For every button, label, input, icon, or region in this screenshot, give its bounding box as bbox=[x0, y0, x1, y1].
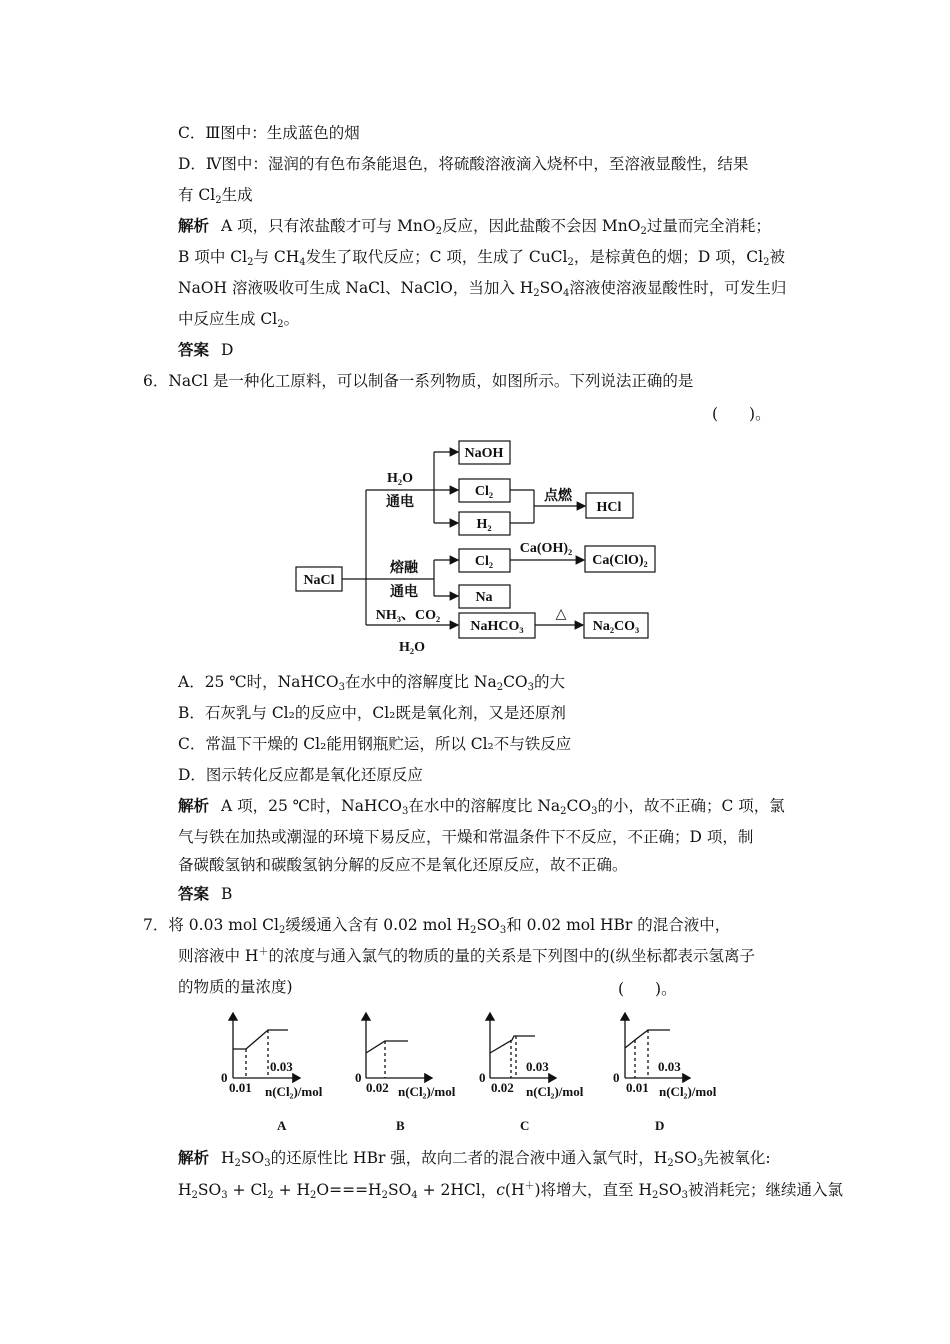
q7-stem-line1: 7．将 0.03 mol $Cl_2$缓缓通入含有 0.02 mol $H_2SO_3$和 0.02 mol HBr 的混合液中， bbox=[143, 916, 731, 936]
graph-d-tick1: 0.01 bbox=[626, 1080, 649, 1095]
q5-option-d-line1: D．Ⅳ图中：湿润的有色布条能退色，将硫酸溶液滴入烧杯中，至溶液显酸性，结果 bbox=[178, 155, 749, 173]
cl2-text: Cl₂ bbox=[474, 484, 494, 499]
graph-c-tick1: 0.02 bbox=[491, 1080, 514, 1095]
graph-b-tick1: 0.02 bbox=[366, 1080, 389, 1095]
caclo2-text: Ca(ClO)₂ bbox=[592, 553, 648, 568]
nh3co2-label: NH₃、CO₂ bbox=[375, 608, 441, 623]
answer-label: 答案 bbox=[178, 340, 210, 359]
naoh-text: NaOH bbox=[464, 446, 504, 461]
q6-stem: 6．NaCl 是一种化工原料，可以制备一系列物质，如图所示。下列说法正确的是 bbox=[143, 372, 694, 390]
q7-stem-line3: 的物质的量浓度) bbox=[178, 978, 293, 996]
analysis-label: 解析 bbox=[178, 216, 210, 235]
q7-answer-paren: ( )。 bbox=[618, 980, 677, 998]
answer-value: B bbox=[221, 885, 233, 903]
graph-b-curve bbox=[366, 1041, 408, 1053]
h2o-top-label: H₂O bbox=[387, 471, 413, 486]
graph-d-tick2: 0.03 bbox=[658, 1059, 681, 1074]
rongrong-label: 熔融 bbox=[390, 561, 418, 576]
q5-analysis-line3: NaOH 溶液吸收可生成 NaCl、NaClO，当加入 $H_2SO_4$溶液使溶液显酸性时，可发生归 bbox=[178, 279, 787, 299]
q6-option-a: A．25 ℃时，NaHCO$_3$在水中的溶解度比 $Na_2CO_3$的大 bbox=[178, 673, 566, 693]
h2-text: H₂ bbox=[476, 517, 492, 532]
analysis-label: 解析 bbox=[178, 1148, 210, 1167]
q7-analysis-line2: $H_2SO_3 + Cl_2 + H_2O===H_2SO_4 + 2HCl$，c(H＋)将增大，直至 $H_2SO_3$被消耗完；继续通入氯 bbox=[178, 1181, 844, 1201]
graph-a-label: A bbox=[277, 1118, 287, 1133]
q7-analysis-line1: 解析 $H_2SO_3$的还原性比 HBr 强，故向二者的混合液中通入氯气时，$H_2SO_3$先被氧化: bbox=[178, 1148, 771, 1169]
q6-option-c: C．常温下干燥的 Cl₂能用钢瓶贮运，所以 Cl₂不与铁反应 bbox=[178, 735, 572, 753]
q6-option-d: D．图示转化反应都是氧化还原反应 bbox=[178, 766, 423, 784]
graph-c-xlabel: n(Cl₂)/mol bbox=[526, 1084, 584, 1099]
q5-option-d-line2: 有 $Cl_2$生成 bbox=[178, 186, 253, 206]
q7-stem-line2: 则溶液中 H＋的浓度与通入氯气的物质的量的关系是下列图中的(纵坐标都表示氢离子 bbox=[178, 947, 756, 965]
graph-c-origin: 0 bbox=[479, 1070, 486, 1085]
graph-d-origin: 0 bbox=[613, 1070, 620, 1085]
q6-answer bbox=[178, 884, 232, 904]
graph-a-origin: 0 bbox=[221, 1070, 228, 1085]
q5-analysis-line1: 解析 A 项，只有浓盐酸才可与 MnO$_2$反应，因此盐酸不会因 MnO$_2$过量而完全消耗； bbox=[178, 216, 771, 237]
graph-c-curve bbox=[490, 1036, 535, 1053]
graph-b bbox=[366, 1013, 432, 1078]
q5-analysis-line2: B 项中 $Cl_2$与 $CH_4$发生了取代反应；C 项，生成了 CuCl$_2$，是棕黄色的烟；D 项，$Cl_2$被 bbox=[178, 248, 785, 268]
answer-value: D bbox=[221, 341, 234, 359]
graph-a-curve bbox=[233, 1030, 288, 1049]
answer-label: 答案 bbox=[178, 884, 210, 903]
q6-option-b: B．石灰乳与 Cl₂的反应中，Cl₂既是氧化剂，又是还原剂 bbox=[178, 704, 566, 722]
h2o-bottom-label: H₂O bbox=[399, 640, 425, 655]
dianran-label: 点燃 bbox=[544, 489, 572, 504]
q6-analysis-line3: 备碳酸氢钠和碳酸氢钠分解的反应不是氧化还原反应，故不正确。 bbox=[178, 856, 628, 874]
graph-b-xlabel: n(Cl₂)/mol bbox=[398, 1084, 456, 1099]
graph-c-label: C bbox=[520, 1118, 530, 1133]
graph-a-tick2: 0.03 bbox=[270, 1059, 293, 1074]
analysis-label: 解析 bbox=[178, 796, 210, 815]
graph-b-origin: 0 bbox=[355, 1070, 362, 1085]
q6-analysis-line1: 解析 A 项，25 ℃时，NaHCO$_3$在水中的溶解度比 $Na_2CO_3$的小，故不正确；C 项，氯 bbox=[178, 796, 785, 817]
na-text: Na bbox=[475, 590, 493, 605]
q5-analysis-line4: 中反应生成 $Cl_2$。 bbox=[178, 310, 300, 330]
cl2-text-2: Cl₂ bbox=[474, 554, 494, 569]
graph-d-label: D bbox=[655, 1118, 665, 1133]
hcl-text: HCl bbox=[596, 500, 622, 515]
nacl-flow-diagram bbox=[0, 430, 950, 660]
q6-analysis-line2: 气与铁在加热或潮湿的环境下易反应，干燥和常温条件下不反应，不正确；D 项，制 bbox=[178, 828, 754, 846]
q6-answer-paren: ( )。 bbox=[712, 405, 771, 423]
nahco3-text: NaHCO₃ bbox=[470, 619, 524, 634]
graph-a-tick1: 0.01 bbox=[229, 1080, 252, 1095]
graph-c-tick2: 0.03 bbox=[526, 1059, 549, 1074]
q7-graphs bbox=[0, 1008, 950, 1138]
tongdian-label-1: 通电 bbox=[386, 495, 414, 510]
na2co3-text: Na₂CO₃ bbox=[592, 619, 640, 634]
tongdian-label-2: 通电 bbox=[390, 585, 418, 600]
caoh2-label: Ca(OH)₂ bbox=[519, 541, 573, 556]
nacl-text: NaCl bbox=[303, 573, 335, 588]
graph-d-xlabel: n(Cl₂)/mol bbox=[659, 1084, 717, 1099]
graph-b-label: B bbox=[396, 1118, 405, 1133]
q5-option-c: C．Ⅲ图中：生成蓝色的烟 bbox=[178, 124, 360, 142]
heat-triangle-label: △ bbox=[555, 607, 567, 622]
graph-a-xlabel: n(Cl₂)/mol bbox=[265, 1084, 323, 1099]
q5-answer bbox=[178, 340, 233, 360]
